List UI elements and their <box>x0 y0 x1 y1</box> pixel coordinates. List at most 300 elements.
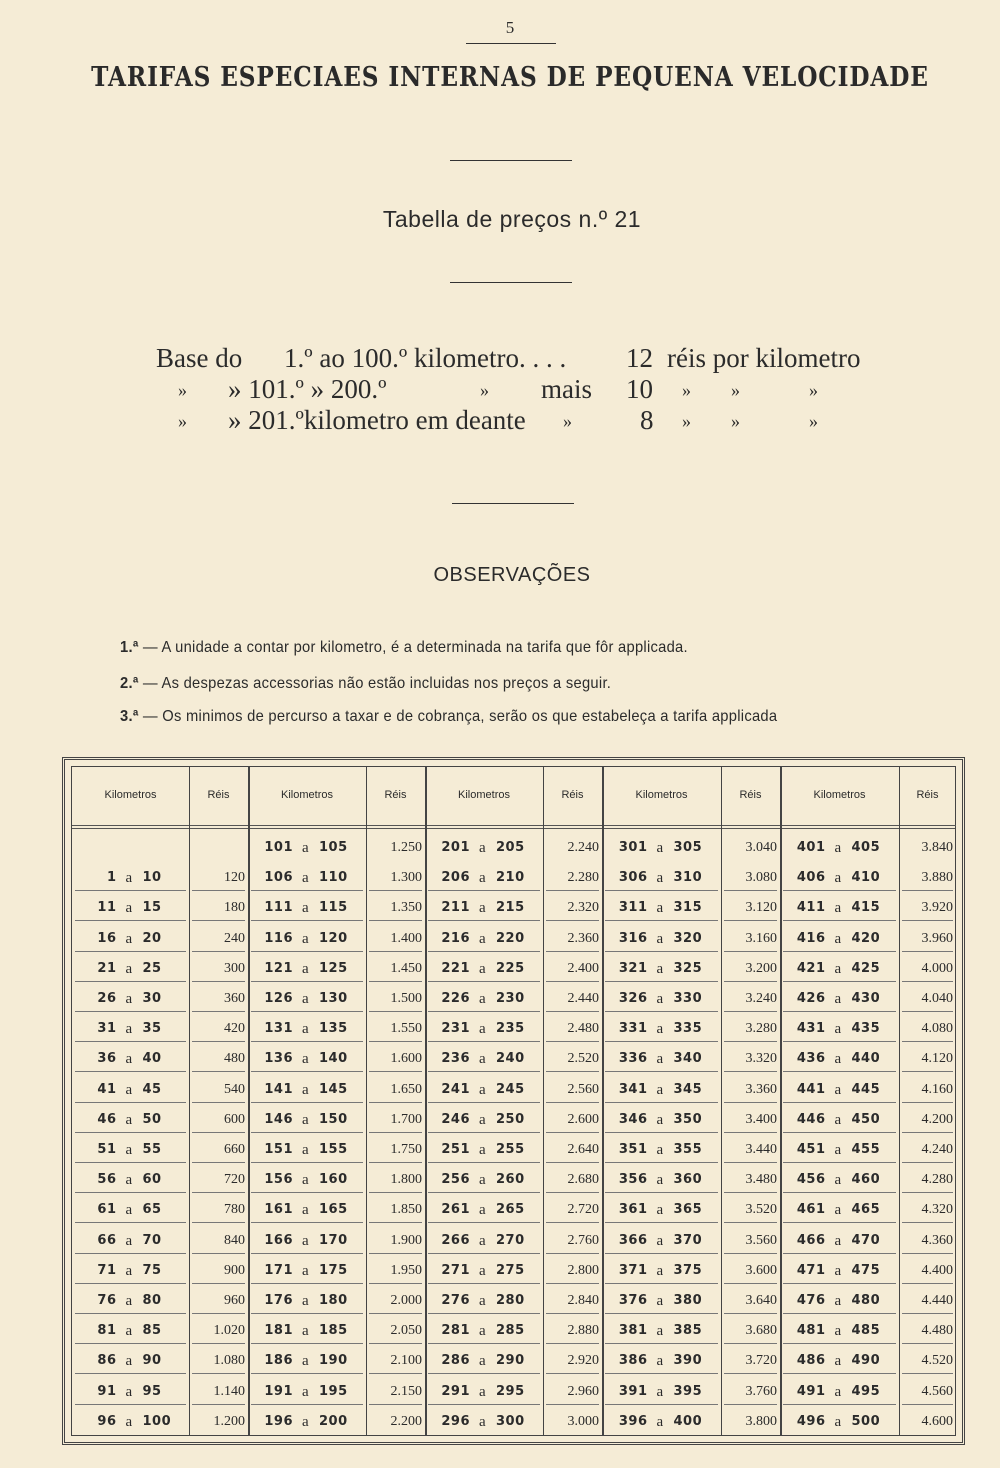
km-from: 291 <box>441 1383 470 1399</box>
km-to: 35 <box>142 1021 162 1037</box>
km-from: 391 <box>618 1383 648 1399</box>
kilometros-cell <box>425 1344 543 1374</box>
km-to: 455 <box>851 1142 881 1157</box>
table-row <box>72 891 955 921</box>
reis-cell: 2.760 <box>567 1232 599 1248</box>
reis-cell: 1.800 <box>390 1172 422 1188</box>
base-label: Base do <box>156 343 243 373</box>
km-to: 130 <box>319 991 348 1006</box>
kilometros-cell <box>248 982 366 1012</box>
kilometros-cell <box>425 1012 543 1042</box>
km-from: 421 <box>796 960 826 976</box>
km-sep: a <box>834 1051 842 1068</box>
kilometros-cell <box>425 1284 543 1314</box>
km-from: 131 <box>264 1021 293 1037</box>
km-from: 126 <box>264 991 293 1006</box>
header-label: Réis <box>207 789 230 801</box>
km-from: 136 <box>264 1051 293 1067</box>
km-to: 300 <box>496 1413 525 1429</box>
km-sep: a <box>302 1232 310 1249</box>
km-from: 81 <box>97 1323 117 1339</box>
kilometros-header <box>780 767 899 826</box>
kilometros-cell <box>72 922 189 952</box>
km-sep: a <box>479 1081 487 1098</box>
kilometros-cell <box>72 1193 189 1223</box>
kilometros-cell <box>602 1224 721 1254</box>
km-to: 95 <box>142 1383 162 1399</box>
ditto-mark: » <box>682 380 691 400</box>
km-sep: a <box>302 1202 310 1219</box>
kilometros-cell <box>780 952 899 982</box>
km-sep: a <box>834 1293 842 1309</box>
km-to: 440 <box>851 1051 881 1067</box>
kilometros-cell <box>72 1133 189 1163</box>
reis-cell: 2.320 <box>567 900 599 916</box>
km-sep: a <box>834 1413 842 1430</box>
reis-cell: 2.360 <box>567 930 599 946</box>
reis-cell: 4.160 <box>921 1081 953 1097</box>
header-label: Réis <box>561 789 584 801</box>
km-sep: a <box>125 1262 133 1279</box>
km-from: 371 <box>618 1262 648 1278</box>
km-to: 190 <box>319 1353 348 1369</box>
km-to: 295 <box>496 1383 525 1399</box>
kilometros-cell <box>425 1042 543 1072</box>
kilometros-cell <box>248 861 366 891</box>
km-to: 345 <box>673 1081 703 1097</box>
ditto-mark: » <box>480 380 489 400</box>
ditto-mark: » <box>178 380 187 400</box>
km-sep: a <box>302 1353 310 1370</box>
reis-cell: 2.200 <box>390 1413 422 1429</box>
km-from: 276 <box>441 1293 470 1308</box>
kilometros-cell <box>72 1224 189 1254</box>
km-to: 480 <box>851 1293 881 1308</box>
km-from: 121 <box>264 960 293 976</box>
km-from: 216 <box>441 930 470 946</box>
km-from: 481 <box>796 1323 826 1339</box>
km-from: 71 <box>97 1262 117 1278</box>
km-sep: a <box>656 960 664 977</box>
km-to: 285 <box>496 1323 525 1339</box>
base-rate-line <box>0 343 1000 375</box>
reis-header <box>366 767 425 826</box>
km-from: 321 <box>618 960 648 976</box>
kilometros-cell <box>780 1344 899 1374</box>
km-sep: a <box>656 1383 664 1400</box>
reis-cell: 3.840 <box>921 840 953 855</box>
price-table-title: Tabella de preços n.º 21 <box>382 206 642 232</box>
reis-cell: 2.050 <box>390 1323 422 1339</box>
km-from: 181 <box>264 1323 293 1339</box>
km-sep: a <box>125 1051 133 1068</box>
km-sep: a <box>302 1081 310 1098</box>
km-sep: a <box>302 900 310 917</box>
kilometros-cell <box>425 1073 543 1103</box>
km-to: 40 <box>142 1051 162 1067</box>
kilometros-cell <box>72 861 189 891</box>
kilometros-cell <box>780 982 899 1012</box>
tariff-table-inner <box>71 766 956 1436</box>
km-from: 451 <box>796 1142 826 1157</box>
kilometros-cell <box>72 1254 189 1284</box>
divider-rule <box>452 503 574 504</box>
base-unit: réis por kilometro <box>667 343 861 373</box>
km-to: 500 <box>851 1413 881 1429</box>
reis-cell: 3.480 <box>745 1172 777 1188</box>
kilometros-cell <box>248 952 366 982</box>
table-row <box>72 1012 955 1042</box>
km-to: 200 <box>319 1413 348 1429</box>
reis-cell: 4.040 <box>921 991 953 1006</box>
km-to: 380 <box>673 1293 703 1308</box>
reis-cell: 4.400 <box>921 1262 953 1278</box>
kilometros-cell <box>425 952 543 982</box>
kilometros-cell <box>72 1375 189 1405</box>
reis-cell: 2.560 <box>567 1081 599 1097</box>
km-from: 311 <box>618 900 648 916</box>
kilometros-cell <box>425 982 543 1012</box>
kilometros-cell <box>602 1254 721 1284</box>
base-rate: 10 <box>626 374 653 404</box>
kilometros-cell <box>780 1375 899 1405</box>
reis-cell: 3.080 <box>745 870 777 886</box>
km-to: 410 <box>851 870 881 886</box>
km-sep: a <box>834 1383 842 1400</box>
km-sep: a <box>302 1413 310 1430</box>
km-sep: a <box>125 960 133 977</box>
km-to: 70 <box>142 1232 162 1248</box>
km-sep: a <box>479 870 487 887</box>
reis-cell: 3.760 <box>745 1383 777 1399</box>
km-from: 106 <box>264 870 293 886</box>
reis-cell: 4.520 <box>921 1353 953 1369</box>
reis-cell: 1.400 <box>390 930 422 946</box>
reis-cell: 1.750 <box>390 1142 422 1157</box>
km-sep: a <box>125 1383 133 1400</box>
reis-cell: 2.150 <box>390 1383 422 1399</box>
kilometros-cell <box>425 1193 543 1223</box>
reis-cell: 2.480 <box>567 1021 599 1037</box>
km-sep: a <box>834 991 842 1007</box>
kilometros-cell <box>72 1103 189 1133</box>
kilometros-cell <box>780 922 899 952</box>
kilometros-cell <box>602 1042 721 1072</box>
km-sep: a <box>479 1353 487 1370</box>
km-sep: a <box>479 1051 487 1068</box>
kilometros-cell <box>72 1163 189 1193</box>
km-to: 350 <box>673 1111 703 1127</box>
ditto-mark: » <box>731 411 740 431</box>
reis-cell: 4.600 <box>921 1413 953 1429</box>
km-sep: a <box>479 1111 487 1128</box>
page-number: 5 <box>505 18 515 37</box>
reis-cell: 3.960 <box>921 930 953 946</box>
kilometros-cell <box>780 861 899 891</box>
reis-cell: 3.320 <box>745 1051 777 1067</box>
observation-text: — A unidade a contar por kilometro, é a determinada na tarifa que fôr applicada. <box>142 639 688 656</box>
km-from: 101 <box>264 840 293 855</box>
km-to: 45 <box>142 1081 162 1097</box>
reis-header <box>721 767 780 826</box>
km-from: 261 <box>441 1202 470 1218</box>
reis-cell: 2.920 <box>567 1353 599 1369</box>
km-from: 221 <box>441 960 470 976</box>
header-label: Kilometros <box>281 789 333 801</box>
kilometros-cell <box>780 1284 899 1314</box>
ditto-mark: » <box>682 411 691 431</box>
kilometros-cell <box>248 831 366 861</box>
km-to: 405 <box>851 840 881 855</box>
kilometros-cell <box>425 831 543 861</box>
header-label: Réis <box>916 789 939 801</box>
reis-header <box>543 767 602 826</box>
kilometros-cell <box>602 1073 721 1103</box>
km-to: 215 <box>496 900 525 916</box>
header-rule <box>72 828 955 829</box>
km-from: 141 <box>264 1081 293 1097</box>
kilometros-cell <box>780 1405 899 1435</box>
km-from: 86 <box>97 1353 117 1369</box>
km-sep: a <box>656 991 664 1007</box>
table-row <box>72 1375 955 1405</box>
kilometros-cell <box>72 1314 189 1344</box>
base-range: 1.º ao 100.º kilometro. . . . <box>284 343 567 373</box>
km-from: 186 <box>264 1353 293 1369</box>
km-from: 271 <box>441 1262 470 1278</box>
kilometros-cell <box>72 1284 189 1314</box>
km-from: 51 <box>97 1142 117 1157</box>
km-sep: a <box>302 1021 310 1038</box>
km-to: 375 <box>673 1262 703 1278</box>
observation-item <box>120 675 611 693</box>
kilometros-cell <box>602 1405 721 1435</box>
km-sep: a <box>656 1262 664 1279</box>
km-sep: a <box>479 1413 487 1430</box>
km-to: 170 <box>319 1232 348 1248</box>
km-to: 175 <box>319 1262 348 1278</box>
table-row <box>72 1103 955 1133</box>
kilometros-cell <box>248 1344 366 1374</box>
km-from: 286 <box>441 1353 470 1369</box>
km-to: 10 <box>142 870 162 886</box>
km-sep: a <box>834 870 842 887</box>
kilometros-cell <box>248 1405 366 1435</box>
kilometros-cell <box>248 922 366 952</box>
kilometros-cell <box>72 1042 189 1072</box>
km-to: 105 <box>319 840 348 855</box>
kilometros-cell <box>72 1012 189 1042</box>
kilometros-cell <box>248 1073 366 1103</box>
km-sep: a <box>479 1142 487 1158</box>
km-from: 96 <box>97 1413 117 1429</box>
reis-cell: 3.000 <box>567 1413 599 1429</box>
km-to: 425 <box>851 960 881 976</box>
reis-cell: 2.000 <box>390 1293 422 1308</box>
reis-cell: 2.440 <box>567 991 599 1006</box>
km-to: 125 <box>319 960 348 976</box>
table-row <box>72 831 955 861</box>
km-from: 256 <box>441 1172 470 1188</box>
ditto-mark: » <box>809 411 818 431</box>
reis-cell: 2.880 <box>567 1323 599 1339</box>
km-to: 165 <box>319 1202 348 1218</box>
reis-cell: 3.240 <box>745 991 777 1006</box>
km-to: 150 <box>319 1111 348 1127</box>
reis-cell: 3.560 <box>745 1232 777 1248</box>
km-sep: a <box>834 1111 842 1128</box>
km-from: 166 <box>264 1232 293 1248</box>
km-sep: a <box>302 1323 310 1340</box>
reis-cell: 2.640 <box>567 1142 599 1157</box>
main-title: TARIFAS ESPECIAES INTERNAS DE PEQUENA VELOCIDADE <box>91 62 929 93</box>
km-sep: a <box>479 1232 487 1249</box>
km-to: 230 <box>496 991 525 1006</box>
km-sep: a <box>125 991 133 1007</box>
km-sep: a <box>302 1051 310 1068</box>
reis-cell: 3.400 <box>745 1111 777 1127</box>
km-from: 446 <box>796 1111 826 1127</box>
kilometros-header <box>248 767 366 826</box>
reis-cell: 1.900 <box>390 1232 422 1248</box>
table-row <box>72 1254 955 1284</box>
kilometros-cell <box>248 1224 366 1254</box>
reis-cell: 2.720 <box>567 1202 599 1218</box>
reis-cell: 1.650 <box>390 1081 422 1097</box>
km-sep: a <box>125 1293 133 1309</box>
reis-cell: 1.250 <box>390 840 422 855</box>
kilometros-cell <box>602 982 721 1012</box>
km-to: 120 <box>319 930 348 946</box>
km-to: 140 <box>319 1051 348 1067</box>
reis-cell: 120 <box>224 870 245 886</box>
km-from: 161 <box>264 1202 293 1218</box>
km-sep: a <box>125 1232 133 1249</box>
kilometros-cell <box>780 891 899 921</box>
km-from: 266 <box>441 1232 470 1248</box>
km-to: 390 <box>673 1353 703 1369</box>
ditto-mark: » <box>178 411 187 431</box>
km-sep: a <box>834 1142 842 1158</box>
km-sep: a <box>834 1172 842 1189</box>
km-from: 26 <box>97 991 117 1006</box>
km-to: 495 <box>851 1383 881 1399</box>
km-to: 65 <box>142 1202 162 1218</box>
table-row <box>72 1405 955 1435</box>
kilometros-cell <box>602 1163 721 1193</box>
km-sep: a <box>479 1172 487 1189</box>
km-to: 265 <box>496 1202 525 1218</box>
reis-cell: 1.550 <box>390 1021 422 1037</box>
reis-cell: 3.440 <box>745 1142 777 1157</box>
kilometros-cell <box>602 891 721 921</box>
km-sep: a <box>302 991 310 1007</box>
km-from: 76 <box>97 1293 117 1308</box>
km-to: 145 <box>319 1081 348 1097</box>
kilometros-cell <box>72 982 189 1012</box>
table-row <box>72 1042 955 1072</box>
kilometros-cell <box>780 1224 899 1254</box>
kilometros-cell <box>248 1012 366 1042</box>
km-to: 420 <box>851 930 881 946</box>
km-sep: a <box>834 840 842 856</box>
reis-cell: 3.160 <box>745 930 777 946</box>
km-sep: a <box>125 1323 133 1340</box>
km-from: 211 <box>441 900 470 916</box>
observation-text: — As despezas accessorias não estão incluidas nos preços a seguir. <box>142 675 612 692</box>
km-sep: a <box>656 1202 664 1219</box>
kilometros-cell <box>72 1073 189 1103</box>
km-from: 381 <box>618 1323 648 1339</box>
km-sep: a <box>656 900 664 917</box>
km-sep: a <box>125 1142 133 1158</box>
ditto-mark: » <box>563 411 572 431</box>
kilometros-cell <box>780 1012 899 1042</box>
reis-cell: 3.920 <box>921 900 953 916</box>
km-sep: a <box>656 1172 664 1189</box>
kilometros-cell <box>780 1314 899 1344</box>
km-from: 1 <box>106 870 117 886</box>
km-from: 146 <box>264 1111 293 1127</box>
km-to: 260 <box>496 1172 525 1188</box>
km-to: 275 <box>496 1262 525 1278</box>
reis-cell: 240 <box>224 930 245 946</box>
reis-cell: 480 <box>224 1051 245 1067</box>
km-to: 225 <box>496 960 525 976</box>
km-sep: a <box>834 1262 842 1279</box>
reis-cell: 4.200 <box>921 1111 953 1127</box>
ditto-mark: » <box>731 380 740 400</box>
km-sep: a <box>125 1111 133 1128</box>
kilometros-cell <box>248 1133 366 1163</box>
km-sep: a <box>479 1262 487 1279</box>
km-from: 46 <box>97 1111 117 1127</box>
km-from: 16 <box>97 930 117 946</box>
reis-cell: 780 <box>224 1202 245 1218</box>
km-to: 135 <box>319 1021 348 1037</box>
reis-cell: 3.200 <box>745 960 777 976</box>
reis-cell: 3.640 <box>745 1293 777 1308</box>
kilometros-cell <box>602 1133 721 1163</box>
base-rate: 12 <box>626 343 653 373</box>
reis-cell: 2.240 <box>567 840 599 855</box>
table-row <box>72 1344 955 1374</box>
km-to: 115 <box>319 900 348 916</box>
reis-cell: 2.600 <box>567 1111 599 1127</box>
reis-cell: 3.280 <box>745 1021 777 1037</box>
reis-cell: 4.360 <box>921 1232 953 1248</box>
table-row <box>72 982 955 1012</box>
km-to: 475 <box>851 1262 881 1278</box>
tariff-table <box>62 757 965 1445</box>
km-from: 491 <box>796 1383 826 1399</box>
kilometros-cell <box>425 1405 543 1435</box>
reis-cell: 660 <box>224 1142 245 1157</box>
kilometros-cell <box>602 1284 721 1314</box>
base-range: » 201.ºkilometro em deante <box>228 405 526 435</box>
km-sep: a <box>656 1232 664 1249</box>
reis-cell: 3.600 <box>745 1262 777 1278</box>
kilometros-cell <box>72 891 189 921</box>
header-label: Réis <box>384 789 407 801</box>
km-from: 176 <box>264 1293 293 1308</box>
km-sep: a <box>479 991 487 1007</box>
kilometros-cell <box>780 831 899 861</box>
reis-cell: 2.800 <box>567 1262 599 1278</box>
kilometros-cell <box>602 1012 721 1042</box>
km-sep: a <box>302 870 310 887</box>
kilometros-cell <box>602 1103 721 1133</box>
